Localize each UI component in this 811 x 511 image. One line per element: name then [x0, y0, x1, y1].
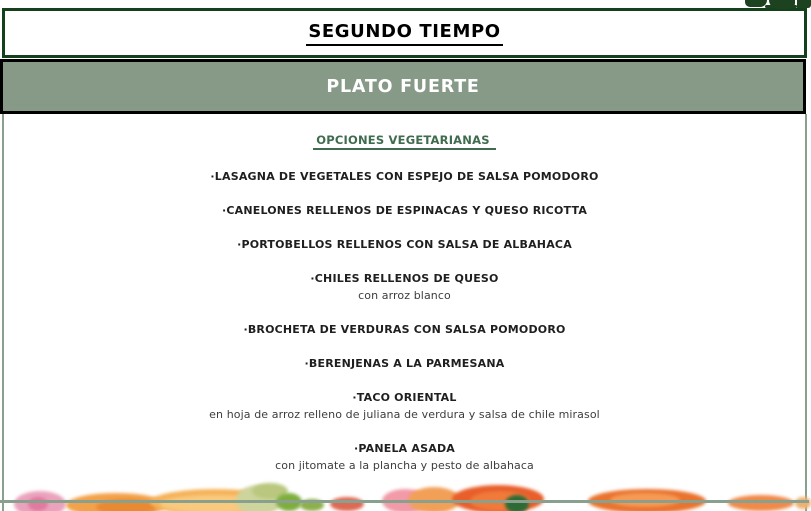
menu-item-name: ·CHILES RELLENOS DE QUESO	[310, 272, 499, 285]
menu-item-name: ·LASAGNA DE VEGETALES CON ESPEJO DE SALSA POMODORO	[210, 170, 599, 183]
page-title: SEGUNDO TIEMPO	[306, 21, 502, 46]
pickle-blob	[505, 495, 529, 511]
section-band-title: PLATO FUERTE	[326, 76, 480, 97]
content-bottom-border	[0, 500, 809, 503]
menu-item-description: con jitomate a la plancha y pesto de albahaca	[275, 459, 534, 472]
menu-items-list	[4, 169, 805, 474]
menu-item-description: con arroz blanco	[358, 289, 451, 302]
menu-item	[4, 169, 805, 185]
logo-fragment-icon	[797, 0, 811, 8]
header-box	[2, 8, 807, 58]
section-band	[0, 59, 806, 114]
menu-item	[4, 441, 805, 474]
menu-item-name: ·CANELONES RELLENOS DE ESPINACAS Y QUESO RICOTTA	[221, 204, 588, 217]
menu-item	[4, 356, 805, 372]
menu-item-name: ·PORTOBELLOS RELLENOS CON SALSA DE ALBAHACA	[237, 238, 572, 251]
menu-item-name: ·TACO ORIENTAL	[352, 391, 457, 404]
menu-item-description: en hoja de arroz relleno de juliana de verdura y salsa de chile mirasol	[209, 408, 600, 421]
vegetables-photo-strip	[0, 483, 811, 511]
logo-fragment-icon	[745, 0, 767, 7]
menu-item-name: ·BERENJENAS A LA PARMESANA	[304, 357, 505, 370]
orange-vegetable-blob	[728, 495, 794, 511]
menu-item-name: ·BROCHETA DE VERDURAS CON SALSA POMODORO	[243, 323, 566, 336]
section-heading: OPCIONES VEGETARIANAS	[313, 133, 495, 150]
menu-item	[4, 271, 805, 304]
menu-item	[4, 390, 805, 423]
menu-item	[4, 322, 805, 338]
partial-logo-top-right	[745, 0, 811, 16]
menu-item	[4, 203, 805, 219]
menu-item	[4, 237, 805, 253]
orange-vegetable-blob	[795, 497, 811, 509]
content-box	[2, 114, 807, 511]
logo-fragment-icon	[765, 5, 797, 8]
menu-item-name: ·PANELA ASADA	[353, 442, 455, 455]
